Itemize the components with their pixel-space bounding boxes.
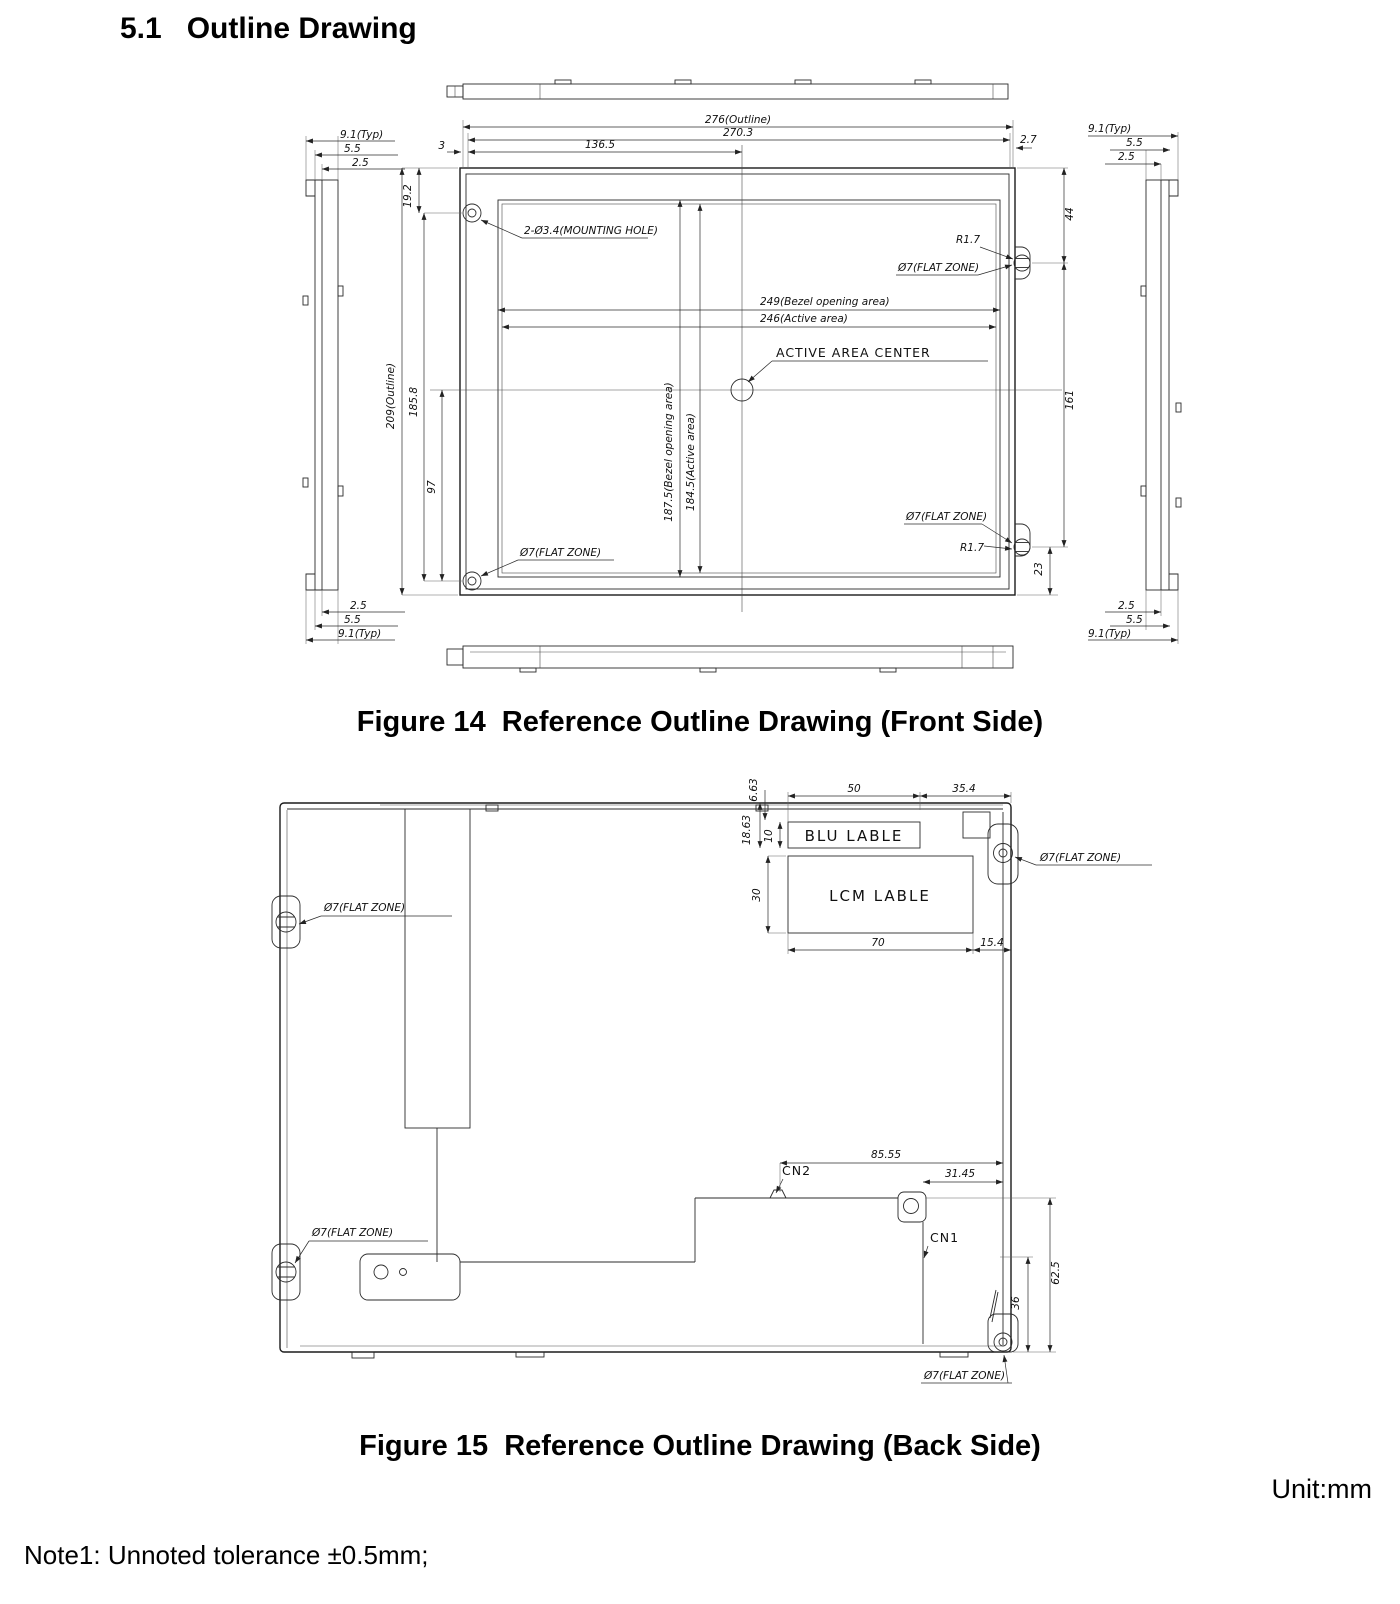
dim-bezel-height: 187.5(Bezel opening area) — [663, 382, 675, 522]
dim-55-lt: 5.5 — [344, 143, 361, 155]
dim-23: 23 — [1033, 562, 1045, 576]
back-top-dimensions — [741, 778, 1011, 954]
front-top-dimensions — [438, 114, 1037, 168]
dim-2-7: 2.7 — [1020, 134, 1037, 146]
figure15-drawing — [272, 778, 1152, 1383]
dim-36: 36 — [1010, 1296, 1022, 1310]
dim-270-3: 270.3 — [722, 127, 754, 139]
dim-31-45: 31.45 — [944, 1168, 976, 1180]
dim-outline-height: 209(Outline) — [385, 362, 397, 430]
dim-18-63: 18.63 — [741, 814, 753, 846]
dim-55-lb: 5.5 — [344, 614, 361, 626]
figure15-caption: Figure 15 Reference Outline Drawing (Back Side) — [359, 1430, 1041, 1462]
dim-50: 50 — [847, 783, 861, 795]
top-view — [447, 80, 1008, 99]
dim-10: 10 — [763, 829, 775, 843]
figure14-caption: Figure 14 Reference Outline Drawing (Front Side) — [356, 706, 1044, 738]
cn1-label: CN1 — [930, 1230, 960, 1245]
dim-active-width: 246(Active area) — [760, 313, 848, 325]
dim-44: 44 — [1064, 207, 1076, 221]
flat-zone-label-back-bottom-right: Ø7(FLAT ZONE) — [924, 1370, 1006, 1382]
dim-bezel-width: 249(Bezel opening area) — [760, 296, 890, 308]
flat-zone-label-back-bottom-left: Ø7(FLAT ZONE) — [312, 1227, 394, 1239]
dim-70: 70 — [871, 937, 885, 949]
dim-91-typ-rb: 9.1(Typ) — [1088, 628, 1132, 640]
blu-label: BLU LABLE — [804, 827, 904, 845]
dim-97: 97 — [426, 480, 438, 494]
unit-label: Unit:mm — [1271, 1474, 1372, 1504]
dim-35-4: 35.4 — [952, 783, 976, 795]
section-heading: 5.1 Outline Drawing — [120, 12, 417, 45]
right-side-view — [1088, 123, 1181, 644]
front-left-dimensions — [385, 168, 462, 595]
note1-text: Note1: Unnoted tolerance ±0.5mm; — [24, 1540, 429, 1570]
dim-136-5: 136.5 — [584, 139, 616, 151]
dim-161: 161 — [1064, 389, 1076, 411]
flat-zone-label-bottom-left: Ø7(FLAT ZONE) — [520, 547, 602, 559]
front-right-dimensions — [1017, 168, 1076, 595]
dim-91-typ-lb: 9.1(Typ) — [338, 628, 382, 640]
bottom-view — [447, 646, 1013, 672]
front-callouts — [481, 220, 1013, 576]
dim-30: 30 — [751, 888, 763, 902]
dim-25-rb: 2.5 — [1118, 600, 1135, 612]
dim-15-4: 15.4 — [980, 937, 1004, 949]
dim-outline-width: 276(Outline) — [704, 114, 772, 126]
dim-25-lb: 2.5 — [350, 600, 367, 612]
mounting-hole-label: 2-Ø3.4(MOUNTING HOLE) — [524, 225, 658, 237]
lcm-label: LCM LABLE — [829, 887, 931, 905]
figure14-drawing — [303, 80, 1181, 672]
dim-91-typ-rt: 9.1(Typ) — [1088, 123, 1132, 135]
dim-19-2: 19.2 — [402, 184, 414, 208]
dim-55-rt: 5.5 — [1126, 137, 1143, 149]
flat-zone-label-back-top-right: Ø7(FLAT ZONE) — [1040, 852, 1122, 864]
flat-zone-label-top-right: Ø7(FLAT ZONE) — [898, 262, 980, 274]
dim-6-63: 6.63 — [748, 778, 760, 802]
flat-zone-label-back-top-left: Ø7(FLAT ZONE) — [324, 902, 406, 914]
dim-55-rb: 5.5 — [1126, 614, 1143, 626]
dim-active-height: 184.5(Active area) — [685, 413, 697, 511]
dim-25-lt: 2.5 — [352, 157, 369, 169]
back-view — [272, 803, 1018, 1358]
back-bottom-dimensions — [780, 1149, 1062, 1352]
radius-label-top: R1.7 — [956, 234, 980, 246]
back-callouts — [295, 852, 1152, 1383]
dim-25-rt: 2.5 — [1118, 151, 1135, 163]
flat-zone-label-bottom-right: Ø7(FLAT ZONE) — [906, 511, 988, 523]
cn2-label: CN2 — [782, 1163, 812, 1178]
dim-85-55: 85.55 — [870, 1149, 902, 1161]
active-area-center-label: ACTIVE AREA CENTER — [776, 345, 931, 360]
dim-62-5: 62.5 — [1050, 1261, 1062, 1285]
radius-label-bottom: R1.7 — [960, 542, 984, 554]
dim-3: 3 — [438, 140, 445, 152]
dim-91-typ-lt: 9.1(Typ) — [340, 129, 384, 141]
dim-185-8: 185.8 — [408, 386, 420, 418]
